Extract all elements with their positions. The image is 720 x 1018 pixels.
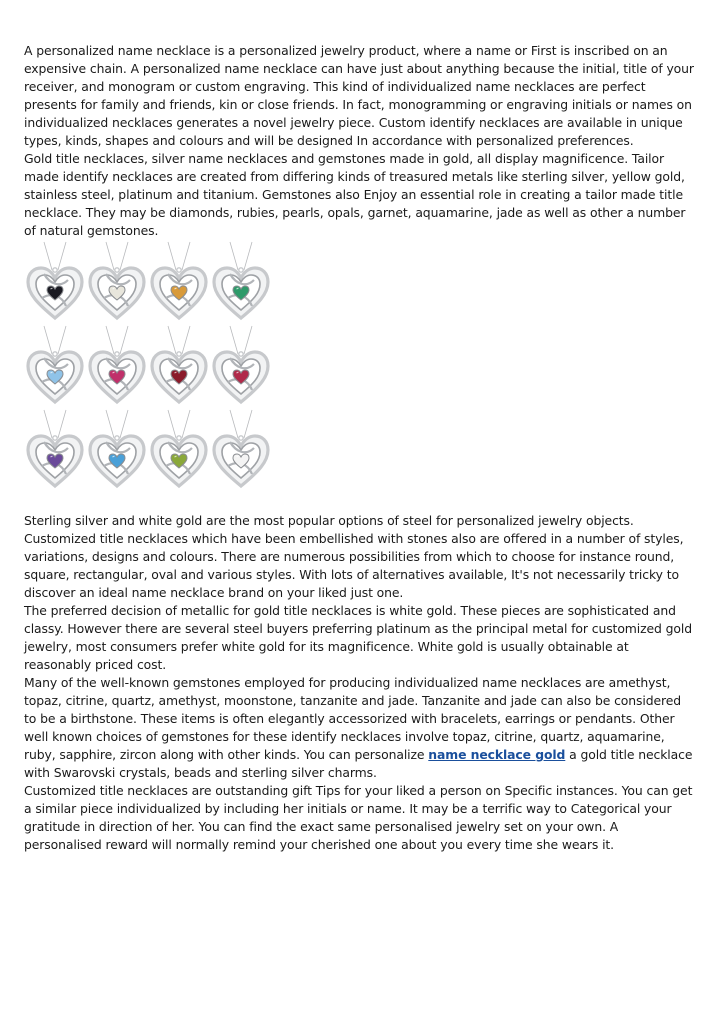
necklace-pendant-image — [148, 408, 210, 492]
necklace-image-grid — [24, 240, 272, 492]
necklace-pendant-image — [210, 408, 272, 492]
paragraph-metals: Gold title necklaces, silver name necklaces and gemstones made in gold, all display magnificence. Tailor made identify necklaces are created from differing kinds of treasured metals like sterling silver, yellow gold, stainless steel, platinum and titanium. Gemstones also Enjoy an essential role in creating a tailor made title necklace. They may be diamonds, rubies, pearls, opals, garnet, aquamarine, jade as well as other a number of natural gemstones. — [24, 151, 686, 238]
necklace-pendant-image — [24, 408, 86, 492]
necklace-pendant-image — [148, 240, 210, 324]
paragraph-intro: A personalized name necklace is a personalized jewelry product, where a name or First is inscribed on an expensive chain. A personalized name necklace can have just about anything because the initial, title of your receiver, and monogram or custom engraving. This kind of individualized name necklaces are perfect presents for family and friends, kin or close friends. In fact, monogramming or engraving initials or names on individualized necklaces generates a novel jewelry piece. Custom identify necklaces are available in unique types, kinds, shapes and colours and will be designed In accordance with personalized preferences. — [24, 43, 694, 148]
article — [24, 42, 696, 854]
paragraph-sterling: Sterling silver and white gold are the most popular options of steel for personalized jewelry objects. Customized title necklaces which have been embellished with stones also are offered in a number of styles, variations, designs and colours. There are numerous possibilities from which to choose for instance round, square, rectangular, oval and various styles. With lots of alternatives available, It's not necessarily tricky to discover an ideal name necklace brand on your liked just one. — [24, 513, 684, 600]
necklace-pendant-image — [86, 408, 148, 492]
paragraph-gift: Customized title necklaces are outstanding gift Tips for your liked a person on Specific instances. You can get a similar piece individualized by including her initials or name. It may be a terrific way to Categorical your gratitude in direction of her. You can find the exact same personalised jewelry set on your own. A personalised reward will normally remind your cherished one about you every time she wears it. — [24, 783, 693, 852]
necklace-pendant-image — [24, 240, 86, 324]
paragraph-gemstones-text-1: Many of the well-known gemstones employed for producing individualized name necklaces are amethyst, topaz, citrine, quartz, amethyst, moonstone, tanzanite and jade. Tanzanite and jade can also be considered to be a birthstone. These items is often elegantly accessorized with bracelets, earrings or pendants. Other well known choices of gemstones for these identify necklaces involve topaz, citrine, quartz, aquamarine, ruby, sapphire, zircon along with other kinds. You can personalize — [24, 675, 682, 762]
necklace-pendant-image — [210, 324, 272, 408]
paragraph-white-gold: The preferred decision of metallic for gold title necklaces is white gold. These pieces are sophisticated and classy. However there are several steel buyers preferring platinum as the principal metal for customized gold jewelry, most consumers prefer white gold for its magnificence. White gold is usually obtainable at reasonably priced cost. — [24, 603, 692, 672]
necklace-pendant-image — [86, 324, 148, 408]
necklace-pendant-image — [148, 324, 210, 408]
necklace-pendant-image — [24, 324, 86, 408]
name-necklace-gold-link[interactable]: name necklace gold — [428, 747, 566, 762]
paragraph-gemstones — [24, 674, 696, 782]
necklace-pendant-image — [210, 240, 272, 324]
necklace-pendant-image — [86, 240, 148, 324]
paragraph-gemstones-text-2: a gold title necklace with Swarovski crystals, beads and sterling silver charms. — [24, 747, 693, 780]
